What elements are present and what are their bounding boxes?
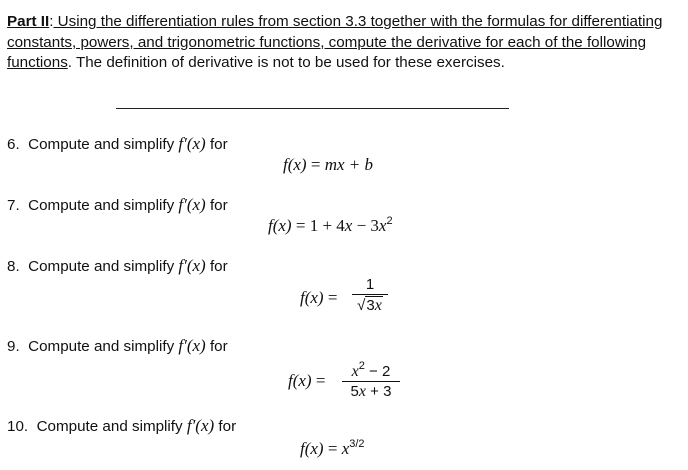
question-prompt: Compute and simplify bbox=[28, 338, 175, 355]
formula-equals: = bbox=[295, 216, 306, 235]
instruction-underlined: Using the differentiation rules from section 3.3 together with the formulas for differentiating constants, powers, and trigonometric functions, compute the derivative for each of the following functions bbox=[7, 13, 663, 71]
fraction-9 bbox=[342, 358, 400, 400]
formula-exponent: 3/2 bbox=[349, 438, 365, 450]
question-prompt: Compute and simplify bbox=[28, 258, 175, 275]
question-6 bbox=[7, 134, 228, 155]
question-prompt: Compute and simplify bbox=[28, 197, 175, 214]
part-colon: : bbox=[49, 13, 54, 30]
derivative-symbol: f′(x) bbox=[178, 256, 206, 275]
question-number: 9. bbox=[7, 338, 20, 355]
question-suffix: for bbox=[218, 418, 237, 435]
fraction-bar bbox=[342, 381, 400, 382]
fraction-numerator: 1 bbox=[365, 276, 375, 293]
formula-var: x bbox=[378, 216, 387, 235]
question-suffix: for bbox=[209, 258, 228, 275]
formula-term-b: − 3 bbox=[352, 216, 379, 235]
formula-rhs: mx + b bbox=[324, 155, 373, 174]
formula-lhs: f(x) bbox=[300, 288, 324, 307]
question-suffix: for bbox=[209, 338, 228, 355]
question-number: 10. bbox=[7, 418, 29, 435]
question-number: 7. bbox=[7, 197, 20, 214]
formula-8-lhs bbox=[300, 288, 337, 308]
fraction-denominator: 5x + 3 bbox=[350, 383, 392, 400]
formula-equals: = bbox=[315, 371, 326, 390]
derivative-symbol: f′(x) bbox=[178, 336, 206, 355]
sqrt-symbol: √ bbox=[357, 297, 366, 314]
fraction-bar bbox=[352, 294, 388, 295]
question-number: 6. bbox=[7, 136, 20, 153]
question-prompt: Compute and simplify bbox=[28, 136, 175, 153]
formula-10 bbox=[300, 438, 365, 459]
derivative-symbol: f′(x) bbox=[186, 416, 215, 435]
question-suffix: for bbox=[209, 136, 228, 153]
formula-9-lhs bbox=[288, 371, 325, 391]
formula-lhs: f(x) bbox=[300, 439, 324, 458]
fraction-8 bbox=[352, 276, 388, 314]
derivative-symbol: f′(x) bbox=[178, 195, 206, 214]
formula-lhs: f(x) bbox=[268, 216, 292, 235]
radicand: 3x bbox=[366, 297, 382, 314]
question-10 bbox=[7, 416, 236, 437]
fraction-numerator: $x^2 - 2$ bbox=[351, 360, 391, 380]
formula-var: x bbox=[344, 216, 353, 235]
question-suffix: for bbox=[209, 197, 228, 214]
question-prompt: Compute and simplify bbox=[36, 418, 183, 435]
part-label: Part II bbox=[7, 13, 50, 30]
formula-7 bbox=[268, 215, 393, 236]
instruction-tail: . The definition of derivative is not to be used for these exercises. bbox=[67, 54, 505, 71]
question-number: 8. bbox=[7, 258, 20, 275]
formula-equals: = bbox=[327, 439, 338, 458]
question-8 bbox=[7, 256, 228, 277]
formula-exponent: 2 bbox=[386, 215, 393, 227]
fraction-denominator bbox=[352, 296, 388, 314]
formula-lhs: f(x) bbox=[283, 155, 307, 174]
formula-6 bbox=[283, 155, 373, 175]
question-7 bbox=[7, 195, 228, 216]
divider-line bbox=[116, 108, 509, 109]
formula-term-a: 1 + 4 bbox=[309, 216, 345, 235]
formula-lhs: f(x) bbox=[288, 371, 312, 390]
question-9 bbox=[7, 336, 228, 357]
formula-equals: = bbox=[310, 155, 321, 174]
derivative-symbol: f′(x) bbox=[178, 134, 206, 153]
formula-base: x bbox=[341, 439, 350, 458]
instructions-paragraph bbox=[7, 12, 683, 74]
formula-equals: = bbox=[327, 288, 338, 307]
